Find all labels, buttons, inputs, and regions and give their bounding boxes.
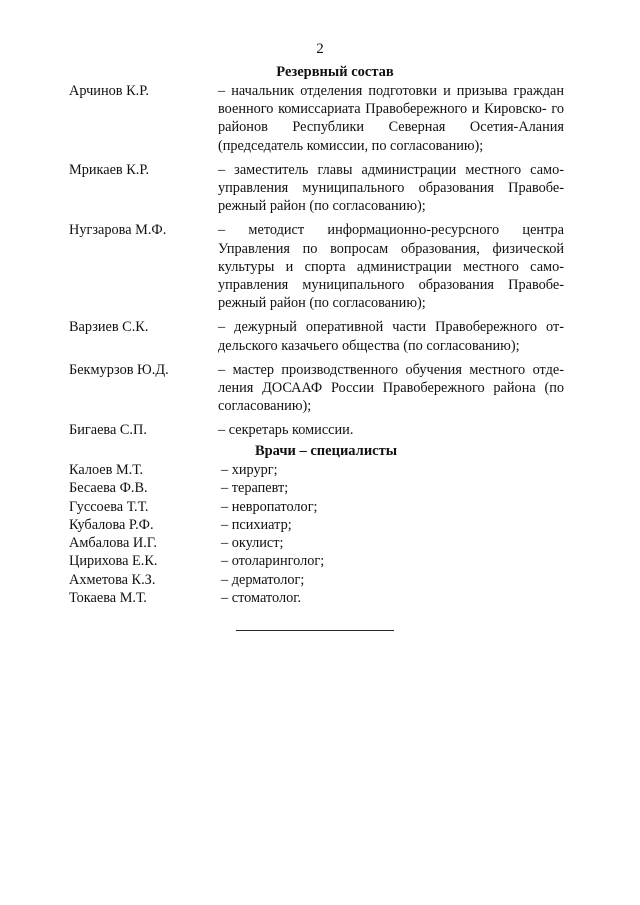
- member-role: – заместитель главы администрации местного само- управления муниципального образования Правобе- режный район (по согласованию);: [218, 161, 564, 215]
- reserve-section-title: Резервный состав: [276, 64, 394, 80]
- doctor-name: Токаева М.Т.: [69, 590, 147, 607]
- member-entry: [69, 318, 564, 354]
- doctor-entry: [69, 534, 489, 552]
- doctor-name: Кубалова Р.Ф.: [69, 516, 154, 533]
- member-role: – секретарь комиссии.: [218, 422, 354, 439]
- doctor-name: Бесаева Ф.В.: [69, 480, 148, 497]
- doctor-entry: [69, 461, 489, 479]
- doctor-name: Гуссоева Т.Т.: [69, 498, 149, 515]
- doctor-list: [69, 461, 489, 607]
- doctor-specialty: – невропатолог;: [221, 498, 318, 515]
- doctors-section-title: Врачи – специалисты: [254, 443, 398, 459]
- doctor-name: Цирихова Е.К.: [69, 553, 158, 570]
- doctor-specialty: – терапевт;: [221, 480, 289, 497]
- page-number: 2: [316, 41, 324, 57]
- member-name: Мрикаев К.Р.: [69, 161, 150, 178]
- closing-divider-line: [236, 630, 394, 631]
- doctor-specialty: – окулист;: [221, 535, 284, 552]
- member-entry: [69, 361, 564, 416]
- member-entry: [69, 421, 564, 439]
- reserve-member-list: [69, 82, 564, 446]
- doctor-specialty: – психиатр;: [221, 516, 292, 533]
- member-entry: [69, 161, 564, 216]
- member-role: – начальник отделения подготовки и призыва граждан военного комиссариата Правобережного и Кировско- го районов Республики Северная Осетия-Алания (председатель комиссии, по согласованию);: [218, 83, 564, 154]
- doctor-entry: [69, 571, 489, 589]
- member-entry: [69, 82, 564, 155]
- member-role: – мастер производственного обучения местного отде- ления ДОСААФ России Правобережного района (по согласованию);: [218, 361, 564, 415]
- member-role: – методист информационно-ресурсного центра Управления по вопросам образования, физической культуры и спорта администрации местного само- управления муниципального образования Правобе- режный район (по согласованию);: [218, 222, 564, 312]
- doctor-specialty: – стоматолог.: [221, 590, 302, 607]
- doctor-entry: [69, 479, 489, 497]
- doctor-name: Калоев М.Т.: [69, 462, 144, 478]
- member-role: – дежурный оперативной части Правобережного от- дельского казачьего общества (по согласованию);: [218, 319, 564, 354]
- doctor-entry: [69, 516, 489, 534]
- doctor-name: Ахметова К.З.: [69, 571, 156, 588]
- member-name: Варзиев С.К.: [69, 319, 149, 336]
- member-name: Бекмурзов Ю.Д.: [69, 361, 169, 378]
- doctor-entry: [69, 498, 489, 516]
- doctor-entry: [69, 552, 489, 570]
- doctor-specialty: – отоларинголог;: [221, 553, 325, 570]
- member-entry: [69, 221, 564, 312]
- member-name: Бигаева С.П.: [69, 422, 147, 439]
- member-name: Нугзарова М.Ф.: [69, 222, 167, 239]
- doctor-specialty: – хирург;: [221, 462, 278, 478]
- doctor-name: Амбалова И.Г.: [69, 535, 158, 552]
- doctor-entry: [69, 589, 489, 607]
- member-name: Арчинов К.Р.: [69, 83, 149, 99]
- doctor-specialty: – дерматолог;: [221, 571, 305, 588]
